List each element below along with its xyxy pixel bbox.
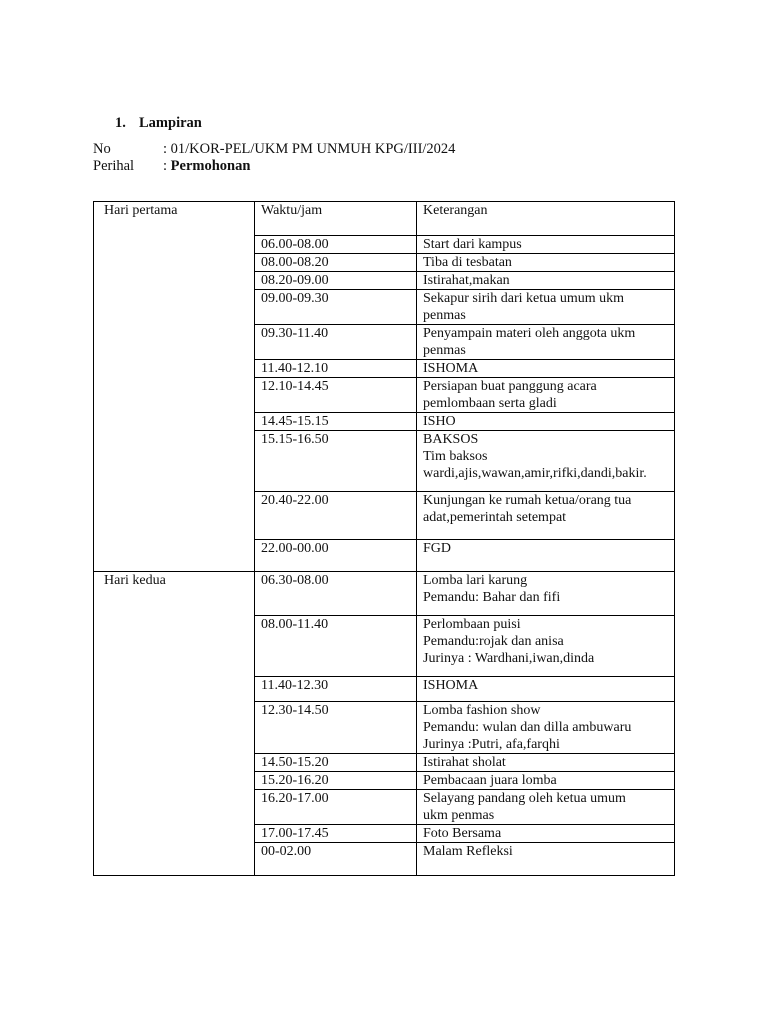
description-cell <box>417 431 675 492</box>
description-cell <box>417 540 675 572</box>
day-cell: Hari kedua <box>94 572 255 876</box>
schedule-body <box>94 202 675 876</box>
description-line: Penyampain materi oleh anggota ukm <box>423 326 636 341</box>
description-cell <box>417 772 675 790</box>
time-cell: 22.00-00.00 <box>255 540 417 572</box>
description-line: Jurinya :Putri, afa,farqhi <box>423 737 560 752</box>
time-cell: 06.30-08.00 <box>255 572 417 616</box>
description-line: Lomba lari karung <box>423 573 528 588</box>
day-cell: Hari pertama <box>94 202 255 572</box>
description-line: penmas <box>423 308 466 323</box>
table-row <box>94 572 675 616</box>
time-cell: 12.10-14.45 <box>255 378 417 413</box>
time-cell: 12.30-14.50 <box>255 702 417 754</box>
header-time: Waktu/jam <box>255 202 417 236</box>
description-line: FGD <box>423 541 452 556</box>
schedule-table <box>93 201 675 876</box>
description-cell <box>417 290 675 325</box>
description-line: BAKSOS <box>423 432 479 447</box>
time-cell: 14.45-15.15 <box>255 413 417 431</box>
description-line: ISHOMA <box>423 678 479 693</box>
section-title: Lampiran <box>139 115 202 131</box>
description-line: Kunjungan ke rumah ketua/orang tua <box>423 493 632 508</box>
description-line: Sekapur sirih dari ketua umum ukm <box>423 291 625 306</box>
time-cell: 15.15-16.50 <box>255 431 417 492</box>
description-line: Persiapan buat panggung acara <box>423 379 597 394</box>
section-number: 1. <box>115 115 126 131</box>
time-cell: 08.00-11.40 <box>255 616 417 677</box>
time-cell: 20.40-22.00 <box>255 492 417 540</box>
description-line: Pemandu: wulan dan dilla ambuwaru <box>423 720 632 735</box>
description-line: Selayang pandang oleh ketua umum <box>423 791 626 806</box>
description-cell <box>417 378 675 413</box>
time-cell: 17.00-17.45 <box>255 825 417 843</box>
description-line: Malam Refleksi <box>423 844 513 859</box>
time-cell: 09.00-09.30 <box>255 290 417 325</box>
description-line: ISHOMA <box>423 361 479 376</box>
description-line: Tiba di tesbatan <box>423 255 512 270</box>
description-line: wardi,ajis,wawan,amir,rifki,dandi,bakir. <box>423 466 647 481</box>
description-cell <box>417 843 675 876</box>
description-line: Tim baksos <box>423 449 488 464</box>
time-cell: 14.50-15.20 <box>255 754 417 772</box>
description-line: pemlombaan serta gladi <box>423 396 557 411</box>
no-label: No <box>93 141 111 157</box>
description-cell <box>417 677 675 702</box>
description-cell <box>417 360 675 378</box>
time-cell: 11.40-12.30 <box>255 677 417 702</box>
time-cell: 08.00-08.20 <box>255 254 417 272</box>
description-line: Pemandu: Bahar dan fifi <box>423 590 561 605</box>
perihal-value-wrap <box>163 158 250 175</box>
description-cell <box>417 413 675 431</box>
time-cell: 08.20-09.00 <box>255 272 417 290</box>
description-line: ISHO <box>423 414 456 429</box>
no-value: : 01/KOR-PEL/UKM PM UNMUH KPG/III/2024 <box>163 141 456 157</box>
description-cell <box>417 325 675 360</box>
description-line: Perlombaan puisi <box>423 617 521 632</box>
perihal-value: Permohonan <box>170 158 251 174</box>
description-cell <box>417 702 675 754</box>
description-line: Istirahat,makan <box>423 273 510 288</box>
description-line: Istirahat sholat <box>423 755 506 770</box>
header-description: Keterangan <box>417 202 675 236</box>
description-line: Jurinya : Wardhani,iwan,dinda <box>423 651 595 666</box>
time-cell: 09.30-11.40 <box>255 325 417 360</box>
description-line: Pemandu:rojak dan anisa <box>423 634 564 649</box>
description-line: Lomba fashion show <box>423 703 541 718</box>
description-line: Foto Bersama <box>423 826 502 841</box>
description-cell <box>417 616 675 677</box>
description-cell <box>417 825 675 843</box>
description-cell <box>417 572 675 616</box>
description-cell <box>417 236 675 254</box>
time-cell: 15.20-16.20 <box>255 772 417 790</box>
description-cell <box>417 492 675 540</box>
perihal-label: Perihal <box>93 158 135 174</box>
time-cell: 00-02.00 <box>255 843 417 876</box>
section-heading <box>115 115 202 132</box>
description-line: Start dari kampus <box>423 237 522 252</box>
perihal-colon: : <box>163 158 171 174</box>
time-cell: 06.00-08.00 <box>255 236 417 254</box>
description-cell <box>417 790 675 825</box>
description-line: adat,pemerintah setempat <box>423 510 567 525</box>
description-line: penmas <box>423 343 466 358</box>
description-cell <box>417 254 675 272</box>
time-cell: 16.20-17.00 <box>255 790 417 825</box>
description-cell <box>417 272 675 290</box>
description-cell <box>417 754 675 772</box>
header-row <box>94 202 675 236</box>
description-line: Pembacaan juara lomba <box>423 773 557 788</box>
time-cell: 11.40-12.10 <box>255 360 417 378</box>
description-line: ukm penmas <box>423 808 495 823</box>
